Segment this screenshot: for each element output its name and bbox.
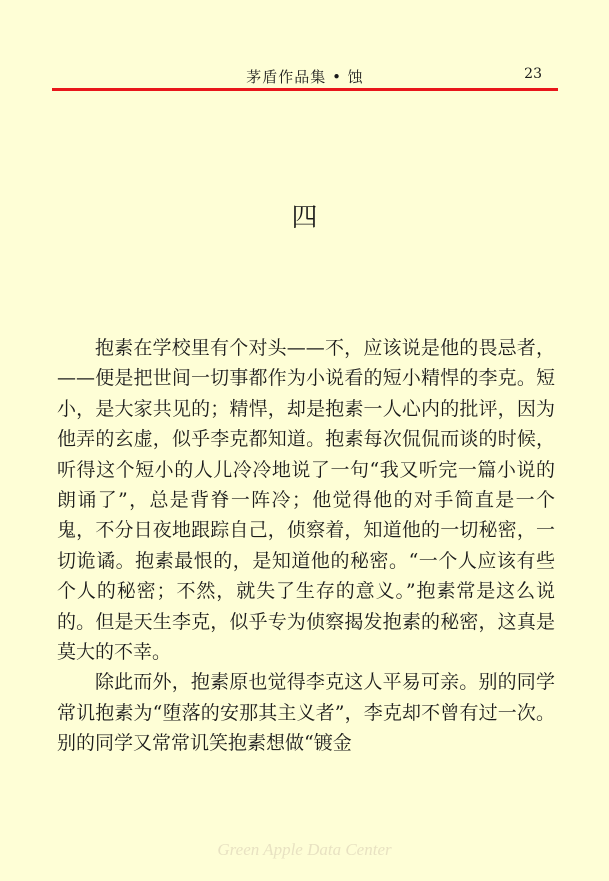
header-rule [52, 88, 558, 91]
header-title: 茅盾作品集 • 蚀 [246, 68, 364, 86]
paragraph: 除此而外，抱素原也觉得李克这人平易可亲。别的同学常讥抱素为“堕落的安那其主义者”，李克却不曾有过一次。别的同学又常常讥笑抱素想做“镀金 [57, 671, 555, 755]
watermark: Green Apple Data Center [217, 840, 392, 859]
body-text [57, 333, 555, 759]
running-header [52, 64, 558, 90]
chapter-heading: 四 [291, 203, 318, 233]
paragraph: 抱素在学校里有个对头——不，应该说是他的畏忌者，——便是把世间一切事都作为小说看的短小精悍的李克。短小，是大家共见的；精悍，却是抱素一人心内的批评，因为他弄的玄虚，似乎李克都知道。抱素每次侃侃而谈的时候，听得这个短小的人儿冷冷地说了一句“我又听完一篇小说的朗诵了”，总是背脊一阵冷；他觉得他的对手简直是一个鬼，不分日夜地跟踪自己，侦察着，知道他的一切秘密，一切诡谲。抱素最恨的，是知道他的秘密。“一个人应该有些个人的秘密；不然，就失了生存的意义。”抱素常是这么说的。但是天生李克，似乎专为侦察揭发抱素的秘密，这真是莫大的不幸。 [57, 337, 555, 664]
page-number: 23 [524, 66, 542, 82]
